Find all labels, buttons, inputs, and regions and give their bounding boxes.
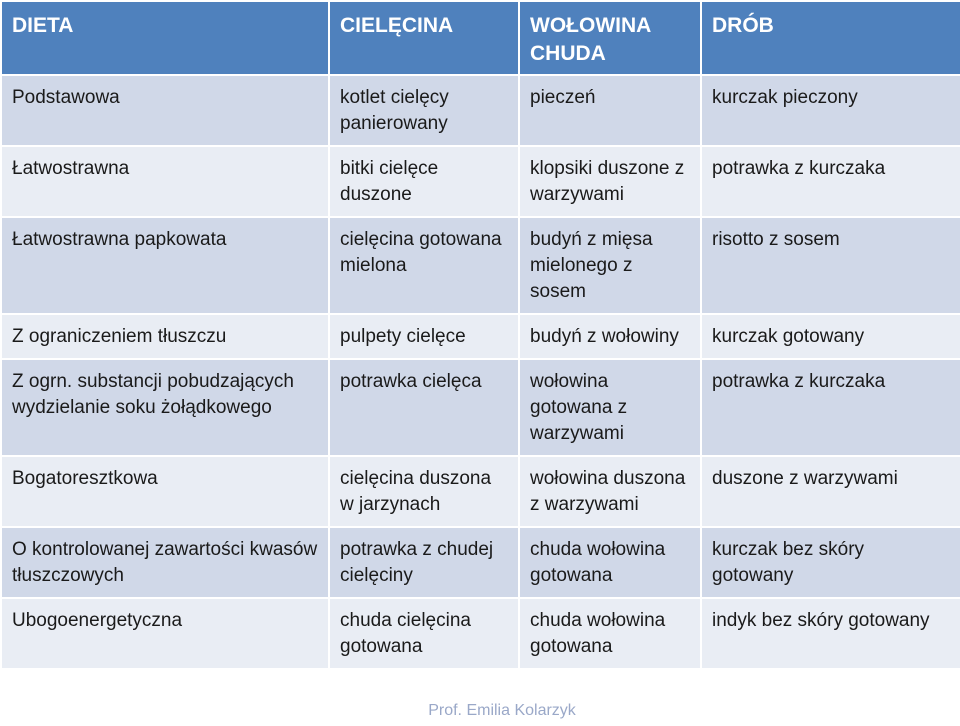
beef-cell: wołowina gotowana z warzywami	[520, 360, 700, 455]
poultry-cell: indyk bez skóry gotowany	[702, 599, 960, 668]
poultry-cell: potrawka z kurczaka	[702, 360, 960, 455]
table-row	[2, 147, 960, 216]
veal-cell: potrawka z chudej cielęciny	[330, 528, 518, 597]
beef-cell: budyń z mięsa mielonego z sosem	[520, 218, 700, 313]
table-row	[2, 218, 960, 313]
poultry-cell: potrawka z kurczaka	[702, 147, 960, 216]
poultry-cell: kurczak pieczony	[702, 76, 960, 145]
veal-cell: pulpety cielęce	[330, 315, 518, 358]
diet-cell: Podstawowa	[2, 76, 328, 145]
author-footer: Prof. Emilia Kolarzyk	[428, 702, 576, 719]
diet-cell: Z ograniczeniem tłuszczu	[2, 315, 328, 358]
beef-cell: klopsiki duszone z warzywami	[520, 147, 700, 216]
table-row	[2, 76, 960, 145]
veal-cell: bitki cielęce duszone	[330, 147, 518, 216]
table-row	[2, 599, 960, 668]
veal-cell: chuda cielęcina gotowana	[330, 599, 518, 668]
header-dieta: DIETA	[2, 2, 328, 74]
table-row	[2, 315, 960, 358]
diet-cell: Łatwostrawna papkowata	[2, 218, 328, 313]
veal-cell: potrawka cielęca	[330, 360, 518, 455]
header-cielecina: CIELĘCINA	[330, 2, 518, 74]
header-row	[2, 2, 960, 74]
veal-cell: cielęcina duszona w jarzynach	[330, 457, 518, 526]
diet-cell: Bogatoresztkowa	[2, 457, 328, 526]
table-row	[2, 457, 960, 526]
diet-cell: Ubogoenergetyczna	[2, 599, 328, 668]
poultry-cell: duszone z warzywami	[702, 457, 960, 526]
beef-cell: pieczeń	[520, 76, 700, 145]
beef-cell: chuda wołowina gotowana	[520, 599, 700, 668]
diet-cell: O kontrolowanej zawartości kwasów tłuszczowych	[2, 528, 328, 597]
header-drob: DRÓB	[702, 2, 960, 74]
poultry-cell: kurczak bez skóry gotowany	[702, 528, 960, 597]
beef-cell: wołowina duszona z warzywami	[520, 457, 700, 526]
beef-cell: budyń z wołowiny	[520, 315, 700, 358]
beef-cell: chuda wołowina gotowana	[520, 528, 700, 597]
diet-cell: Łatwostrawna	[2, 147, 328, 216]
poultry-cell: risotto z sosem	[702, 218, 960, 313]
veal-cell: kotlet cielęcy panierowany	[330, 76, 518, 145]
header-wolowina-chuda: WOŁOWINA CHUDA	[520, 2, 700, 74]
table-row	[2, 360, 960, 455]
diet-cell: Z ogrn. substancji pobudzających wydzielanie soku żołądkowego	[2, 360, 328, 455]
veal-cell: cielęcina gotowana mielona	[330, 218, 518, 313]
table-row	[2, 528, 960, 597]
poultry-cell: kurczak gotowany	[702, 315, 960, 358]
